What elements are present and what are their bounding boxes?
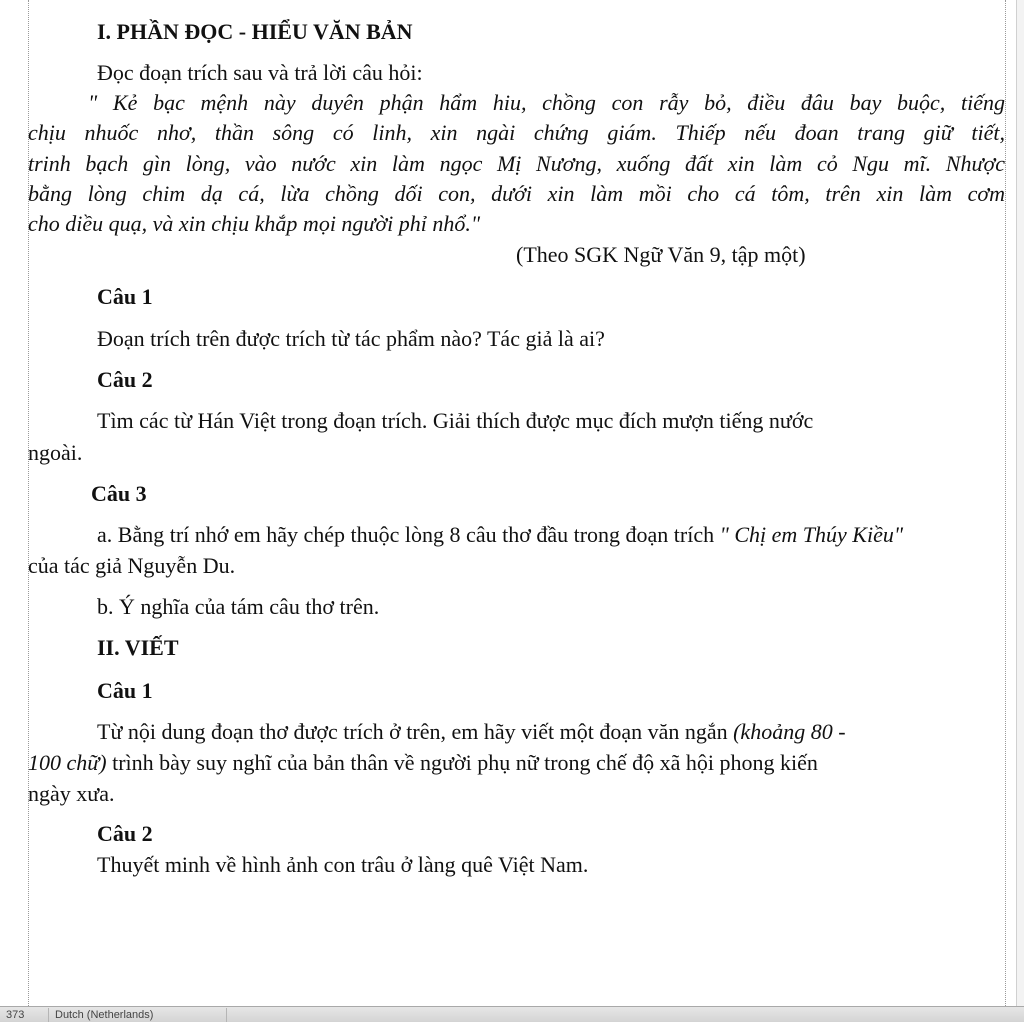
passage-line-5: cho diều quạ, và xin chịu khắp mọi người phỉ nhổ." (28, 211, 481, 236)
passage-line-3: trinh bạch gìn lòng, vào nước xin làm ngọc Mị Nương, xuống đất xin làm cỏ Ngu mĩ. Nhược (28, 151, 1005, 176)
source-citation: (Theo SGK Ngữ Văn 9, tập một) (516, 242, 806, 267)
question-3a-text: a. Bằng trí nhớ em hãy chép thuộc lòng 8 câu thơ đầu trong đoạn trích (97, 522, 720, 547)
question-1-label: Câu 1 (97, 284, 153, 309)
word-count-note: (khoảng 80 - (733, 719, 846, 744)
word-count-note-end: 100 chữ) (28, 750, 107, 775)
question-1-text: Đoạn trích trên được trích từ tác phẩm nào? Tác giả là ai? (97, 326, 605, 351)
writing-1-text: Từ nội dung đoạn thơ được trích ở trên, em hãy viết một đoạn văn ngắn (97, 719, 734, 744)
writing-1-text-cont: trình bày suy nghĩ của bản thân về người phụ nữ trong chế độ xã hội phong kiến (106, 750, 818, 775)
status-language[interactable]: Dutch (Netherlands) (49, 1008, 227, 1022)
writing-1-line-2 (28, 749, 818, 777)
writing-1-line-1 (97, 718, 846, 746)
passage-line-4: bằng lòng chim dạ cá, lừa chồng dối con, dưới xin làm mồi cho cá tôm, trên xin làm cơm (28, 181, 1005, 206)
writing-2-text: Thuyết minh về hình ảnh con trâu ở làng quê Việt Nam. (97, 852, 589, 877)
section2-heading: II. VIẾT (97, 635, 179, 660)
question-2-line-1: Tìm các từ Hán Việt trong đoạn trích. Giải thích được mục đích mượn tiếng nước (97, 408, 814, 433)
question-2-label: Câu 2 (97, 367, 153, 392)
question-2-line-2: ngoài. (28, 440, 83, 465)
question-3-label: Câu 3 (91, 481, 147, 506)
writing-1-line-3: ngày xưa. (28, 781, 115, 806)
writing-2-label: Câu 2 (97, 821, 153, 846)
poem-title: " Chị em Thúy Kiều" (719, 522, 904, 547)
question-3a-line-2: của tác giả Nguyễn Du. (28, 553, 236, 578)
passage-line-2: chịu nhuốc nhơ, thần sông có linh, xin ngài chứng giám. Thiếp nếu đoan trang giữ tiết, (28, 120, 1005, 145)
status-bar (0, 1006, 1024, 1022)
status-page-info[interactable]: 373 (0, 1008, 49, 1022)
question-3a-line-1 (97, 521, 903, 549)
instruction-text: Đọc đoạn trích sau và trả lời câu hỏi: (97, 60, 423, 85)
question-3b-text: b. Ý nghĩa của tám câu thơ trên. (97, 594, 380, 619)
section1-heading: I. PHẦN ĐỌC - HIỂU VĂN BẢN (97, 19, 413, 44)
writing-1-label: Câu 1 (97, 678, 153, 703)
passage-line-1: " Kẻ bạc mệnh này duyên phận hẩm hiu, chồng con rẫy bỏ, điều đâu bay buộc, tiếng (88, 90, 1005, 115)
